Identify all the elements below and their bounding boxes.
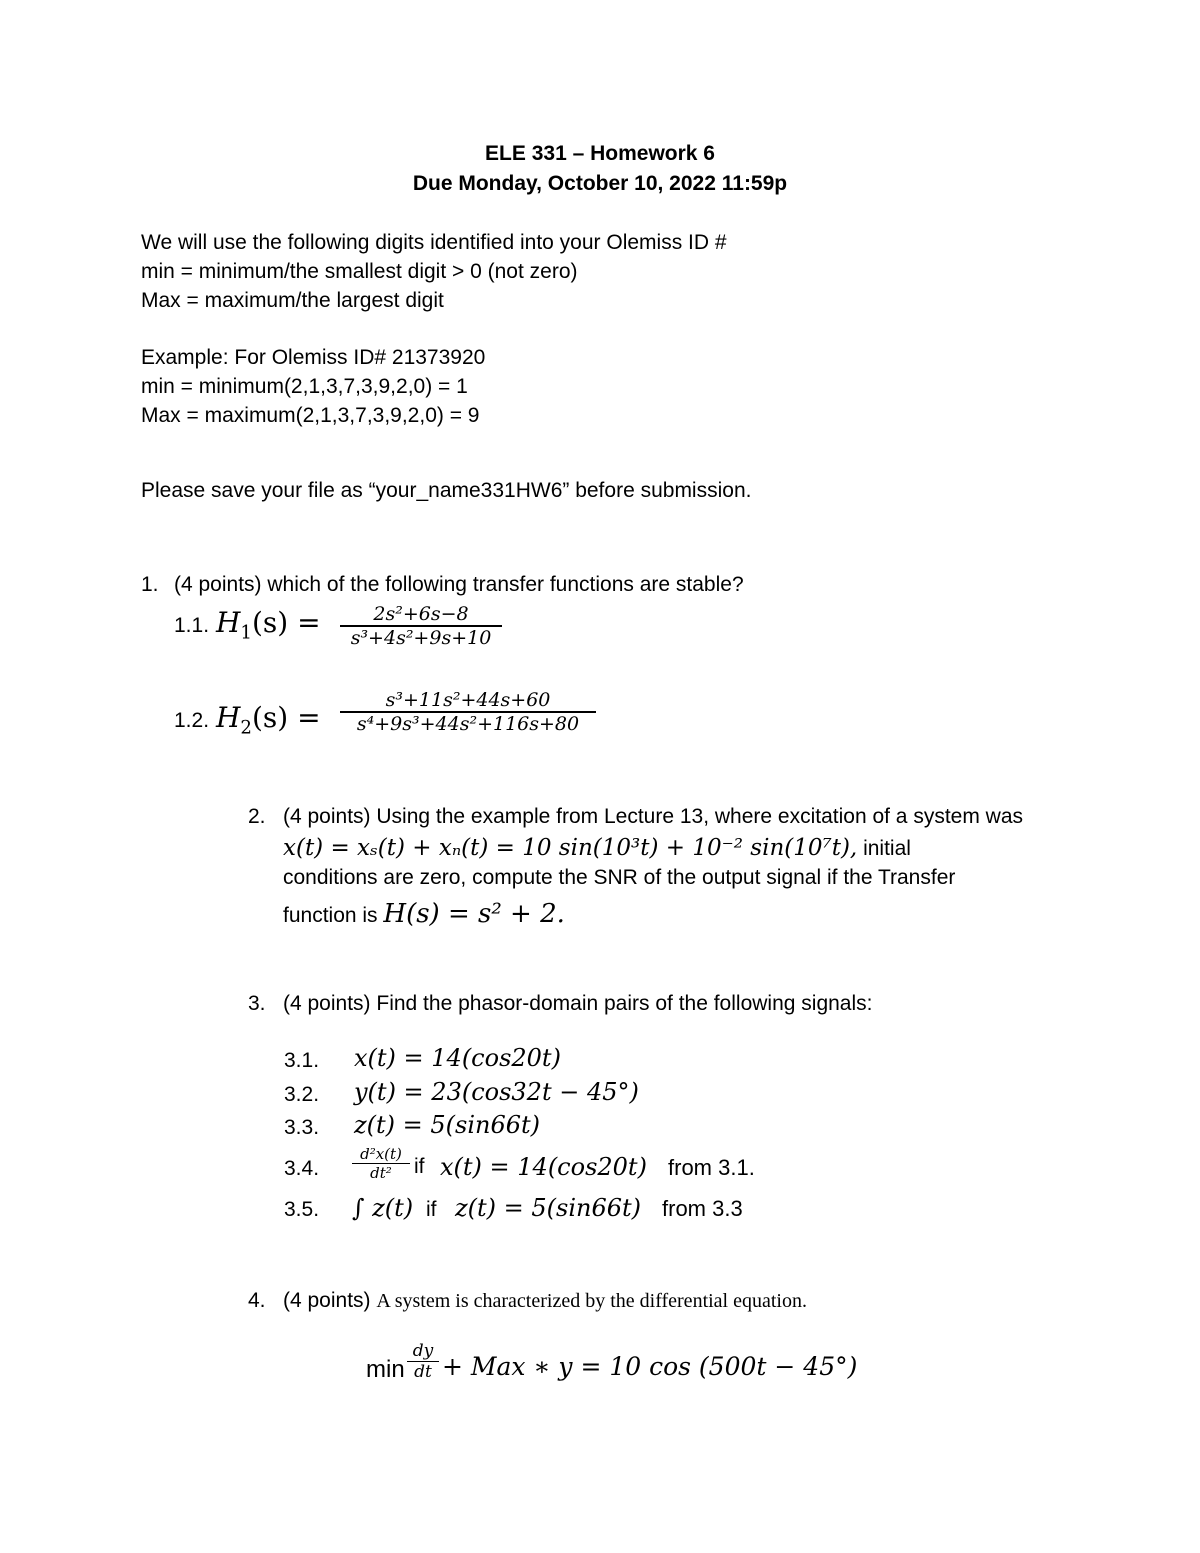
q1-item-2-denominator: s⁴+9s³+44s²+116s+80 xyxy=(356,713,580,735)
q3-item-4-label: 3.4. xyxy=(284,1157,320,1180)
example-line-2: min = minimum(2,1,3,7,3,9,2,0) = 1 xyxy=(141,375,468,398)
q4-eq-min: min xyxy=(366,1356,405,1383)
q1-item-1-denominator: s³+4s²+9s+10 xyxy=(350,627,492,649)
q3-item-3-label: 3.3. xyxy=(284,1116,320,1139)
q2-line-4: function is H(s) = s² + 2. xyxy=(283,899,565,929)
q1-number: 1. xyxy=(141,573,159,596)
q4-text: A system is characterized by the differential equation. xyxy=(376,1290,807,1312)
q2-line-2: x(t) = xₛ(t) + xₙ(t) = 10 sin(10³t) + 10⁻² sin(10⁷t), initial xyxy=(283,835,911,861)
document-title: ELE 331 – Homework 6 xyxy=(485,142,715,165)
due-date: Due Monday, October 10, 2022 11:59p xyxy=(412,172,788,195)
intro-line-2: min = minimum/the smallest digit > 0 (not zero) xyxy=(141,260,578,283)
q1-item-2-fraction xyxy=(340,689,596,735)
q3-number: 3. xyxy=(248,992,266,1015)
q3-item-1-label: 3.1. xyxy=(284,1049,320,1072)
q1-text: (4 points) which of the following transfer functions are stable? xyxy=(174,573,744,596)
intro-line-3: Max = maximum/the largest digit xyxy=(141,289,444,312)
q3-item-2-label: 3.2. xyxy=(284,1083,320,1106)
q3-item-4-derivative: d²x(t) dt² xyxy=(352,1145,410,1182)
q3-item-3-equation: z(t) = 5(sin66t) xyxy=(354,1111,541,1139)
q4-points: (4 points) xyxy=(283,1289,371,1312)
q3-item-4-tail: from 3.1. xyxy=(668,1155,755,1180)
q1-item-2-numerator: s³+11s²+44s+60 xyxy=(385,689,551,711)
q3-item-4-equation: x(t) = 14(cos20t) xyxy=(440,1153,647,1181)
q2-line-1: (4 points) Using the example from Lecture 13, where excitation of a system was xyxy=(283,805,1024,828)
q4-number: 4. xyxy=(248,1289,266,1312)
q3-item-1-equation: x(t) = 14(cos20t) xyxy=(354,1044,561,1072)
q3-item-5-tail: from 3.3 xyxy=(662,1196,743,1221)
save-note: Please save your file as “your_name331HW6” before submission. xyxy=(141,479,752,502)
q1-item-1-numerator: 2s²+6s−8 xyxy=(373,603,469,625)
q2-line-3: conditions are zero, compute the SNR of the output signal if the Transfer xyxy=(283,866,956,889)
q2-excitation-equation: x(t) = xₛ(t) + xₙ(t) = 10 sin(10³t) + 10⁻² sin(10⁷t), xyxy=(283,835,858,861)
q4-equation-rest: + Max ∗ y = 10 cos (500t − 45°) xyxy=(442,1352,858,1381)
q3-item-5-if: if xyxy=(426,1198,437,1221)
q1-item-1-label: 1.1. xyxy=(174,614,210,637)
q1-item-2-lhs: $H_2(s)$ = xyxy=(216,701,321,739)
q3-item-5-integral: ∫ z(t) xyxy=(352,1194,414,1222)
q3-item-4-if: if xyxy=(414,1155,425,1178)
q3-item-5-label: 3.5. xyxy=(284,1198,320,1221)
example-line-3: Max = maximum(2,1,3,7,3,9,2,0) = 9 xyxy=(141,404,480,427)
q1-item-1-lhs: $H_1(s)$ = xyxy=(216,606,321,644)
example-line-1: Example: For Olemiss ID# 21373920 xyxy=(141,346,486,369)
q4-line xyxy=(283,1286,807,1316)
q2-transfer-function: H(s) = s² + 2. xyxy=(383,899,565,929)
q1-item-2-label: 1.2. xyxy=(174,709,210,732)
q3-item-2-equation: y(t) = 23(cos32t − 45°) xyxy=(354,1078,639,1106)
q1-item-1-fraction xyxy=(340,603,502,649)
q3-text: (4 points) Find the phasor-domain pairs of the following signals: xyxy=(283,992,873,1015)
q2-number: 2. xyxy=(248,805,266,828)
q4-derivative-fraction: dy dt xyxy=(407,1341,439,1382)
q3-item-5-equation: z(t) = 5(sin66t) xyxy=(455,1194,642,1222)
intro-line-1: We will use the following digits identified into your Olemiss ID # xyxy=(141,231,727,254)
